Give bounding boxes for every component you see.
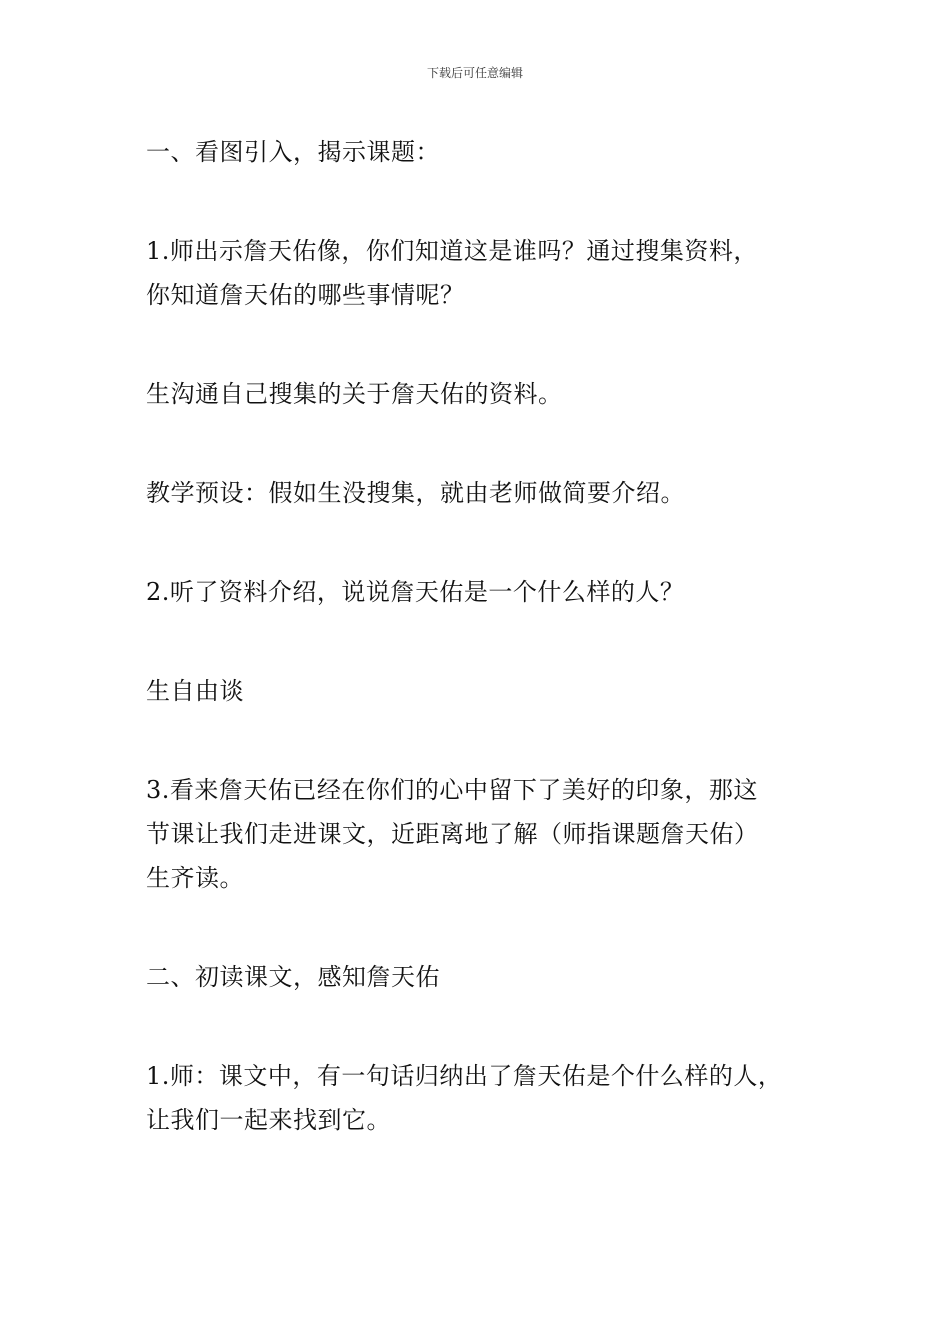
text-line: 让我们一起来找到它。: [146, 1106, 391, 1134]
paragraph-item-2: [146, 570, 846, 614]
section-heading-1: [146, 130, 846, 174]
paragraph-teaching-preset: [146, 471, 846, 515]
text-line: 教学预设：假如生没搜集，就由老师做简要介绍。: [146, 479, 685, 507]
text-line: 生自由谈: [146, 677, 244, 705]
text-line: 二、初读课文，感知詹天佑: [146, 963, 440, 991]
page-header: 下载后可任意编辑: [426, 66, 523, 80]
text-line: 一、看图引入，揭示课题：: [146, 138, 440, 166]
text-line: 1.师出示詹天佑像，你们知道这是谁吗？通过搜集资料，: [146, 237, 758, 265]
text-line: 生沟通自己搜集的关于詹天佑的资料。: [146, 380, 563, 408]
paragraph-free-talk: [146, 669, 846, 713]
text-line: 生齐读。: [146, 864, 244, 892]
text-line: 3.看来詹天佑已经在你们的心中留下了美好的印象，那这: [146, 776, 758, 804]
text-line: 2.听了资料介绍，说说詹天佑是一个什么样的人？: [146, 578, 685, 606]
text-line: 1.师：课文中，有一句话归纳出了詹天佑是个什么样的人，: [146, 1062, 783, 1090]
paragraph-student-share: [146, 372, 846, 416]
document-body: [146, 130, 846, 1197]
text-line: 你知道詹天佑的哪些事情呢？: [146, 281, 465, 309]
paragraph-item-3: [146, 768, 846, 900]
text-line: 节课让我们走进课文，近距离地了解（师指课题詹天佑）: [146, 820, 759, 848]
paragraph-item-1: [146, 229, 846, 317]
section-heading-2: [146, 955, 846, 999]
paragraph-item-4: [146, 1054, 846, 1142]
